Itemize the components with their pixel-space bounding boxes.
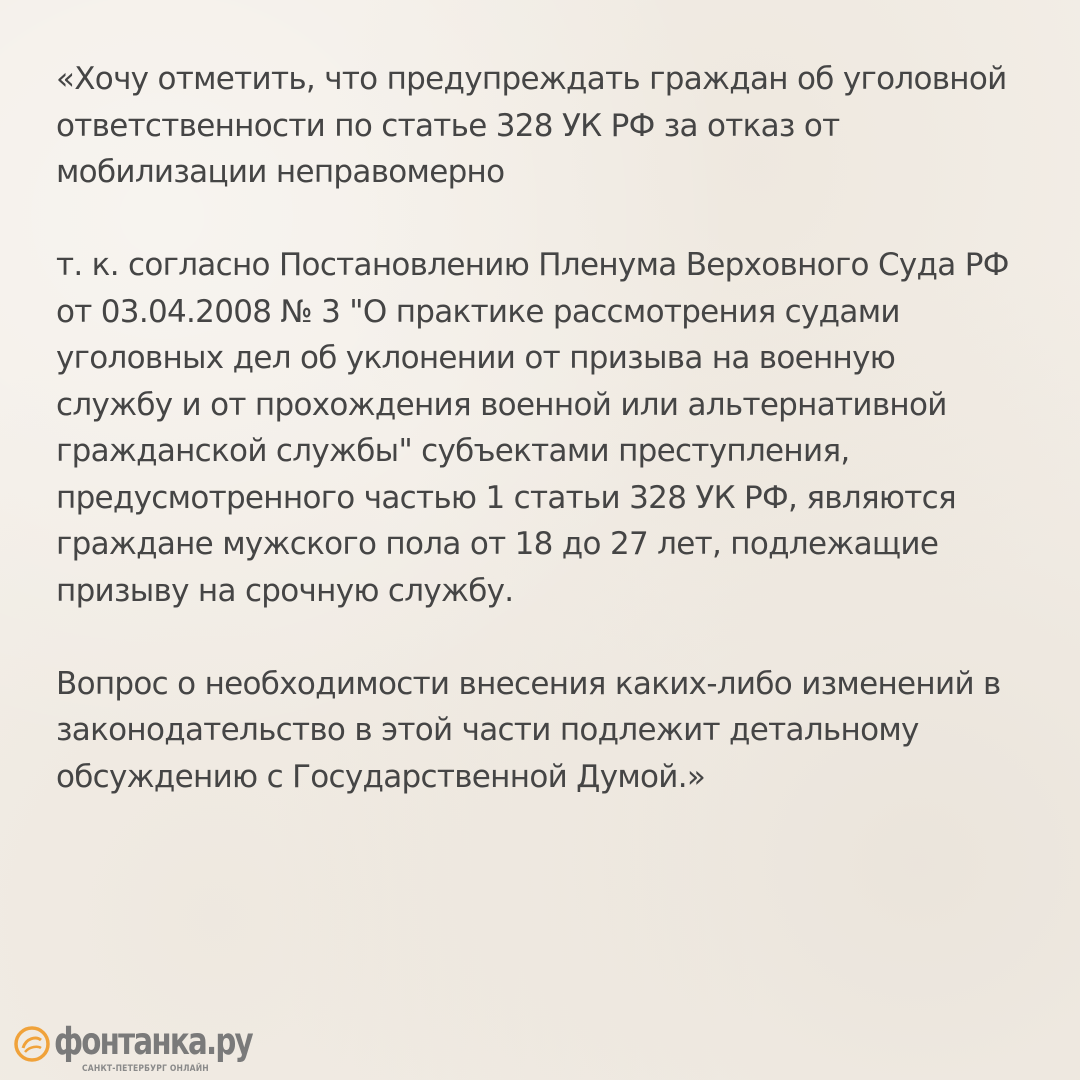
logo-tagline: САНКТ-ПЕТЕРБУРГ ОНЛАЙН bbox=[82, 1064, 209, 1074]
quote-paragraph-1: «Хочу отметить, что предупреждать граждан об уголовной ответственности по статье 328 УК РФ за отказ от мобилизации неправомерно bbox=[56, 61, 1007, 190]
quote-paragraph-3: Вопрос о необходимости внесения каких-либо изменений в законодательство в этой части подлежит детальному обсуждению с Государственной Думой.» bbox=[56, 665, 1001, 795]
fontanka-logo bbox=[14, 1018, 314, 1078]
quote-paragraph-2: т. к. согласно Постановлению Пленума Верховного Суда РФ от 03.04.2008 № 3 "О практике рассмотрения судами уголовных дел об уклонении от призыва на военную службу и от прохождения военной или альтернативной гражданской службы" субъектами преступления, предусмотренного частью 1 статьи 328 УК РФ, являются граждане мужского пола от 18 до 27 лет, подлежащие призыву на срочную службу. bbox=[56, 247, 1009, 609]
quote-text bbox=[56, 56, 1016, 800]
logo-name: фонтанка.ру bbox=[54, 1020, 252, 1063]
fontanka-logo-icon bbox=[14, 1026, 50, 1062]
